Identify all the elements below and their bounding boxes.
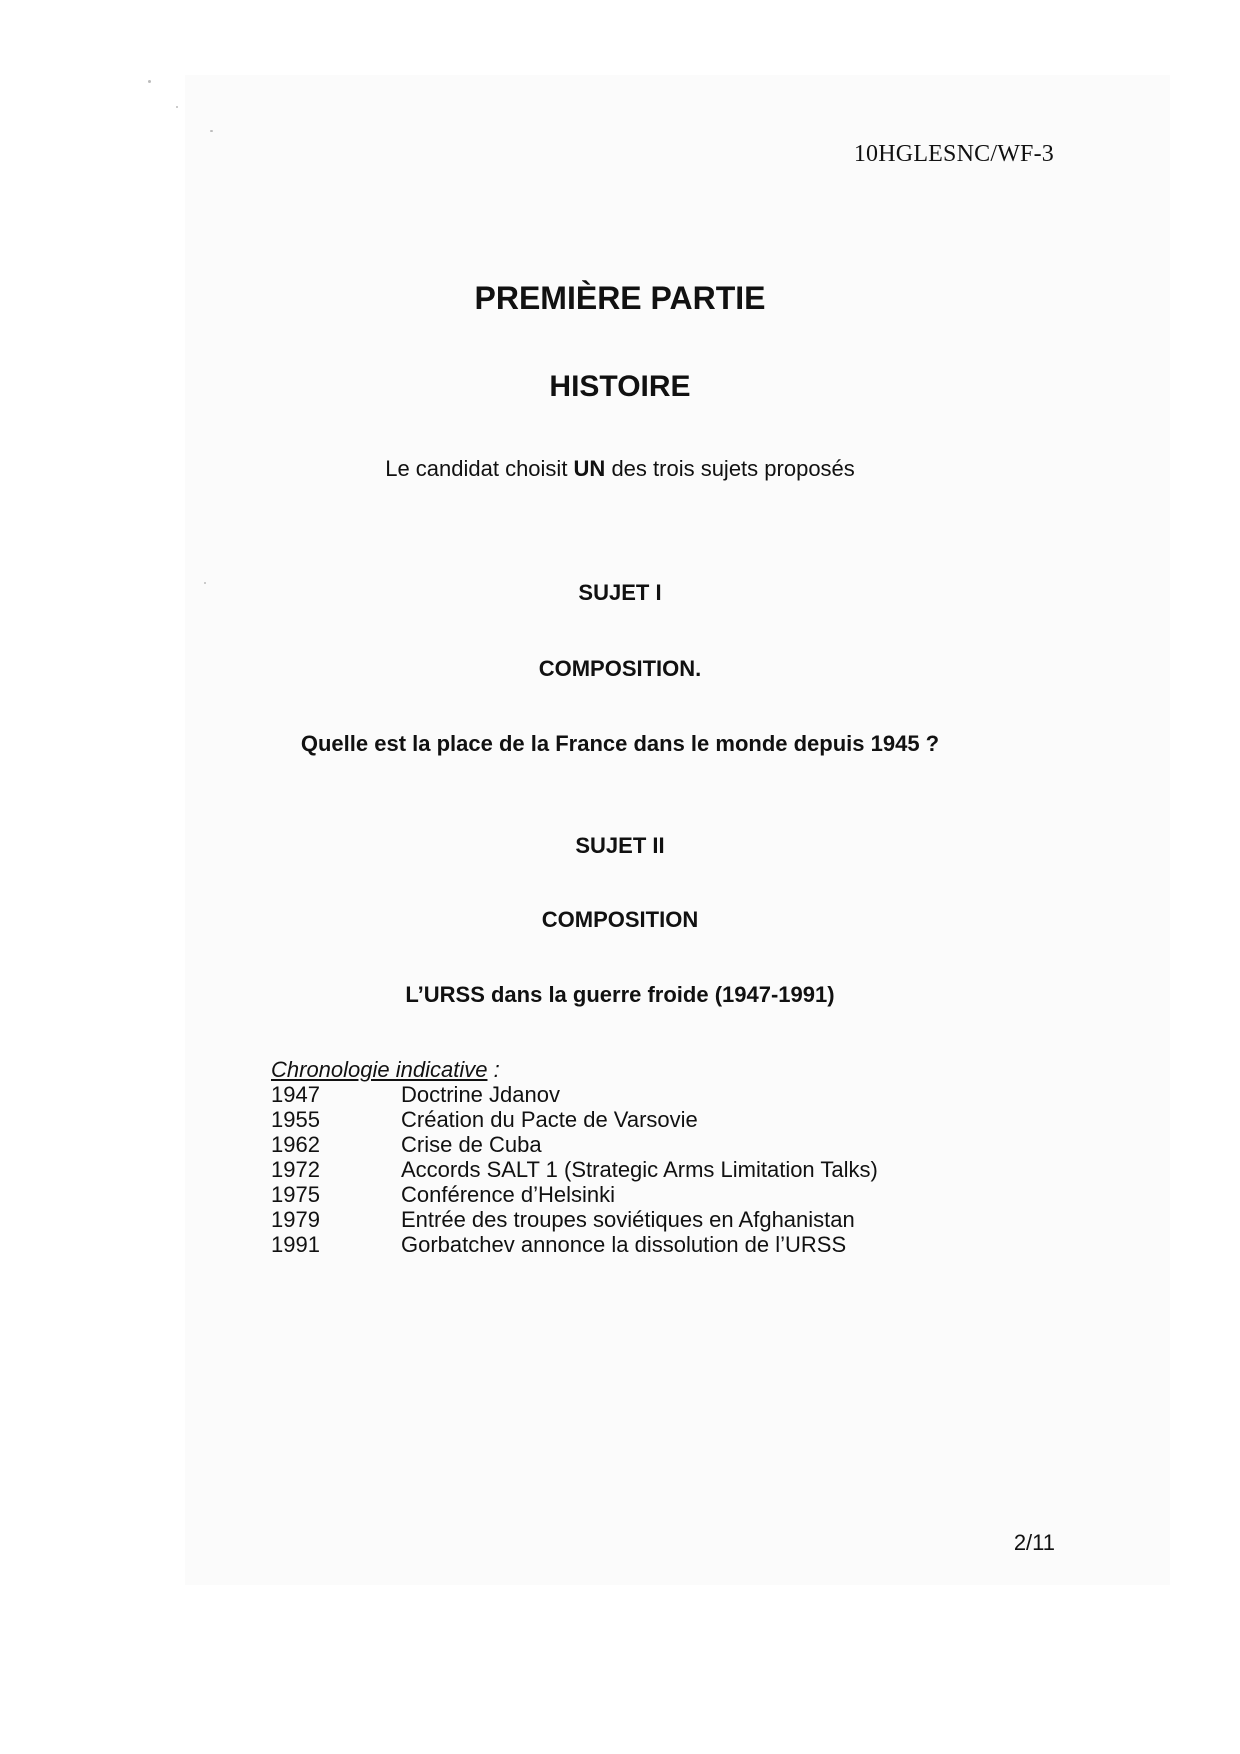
chronology-year: 1972 xyxy=(271,1157,320,1182)
chronology-event: Gorbatchev annonce la dissolution de l’URSS xyxy=(401,1232,847,1257)
scan-speck xyxy=(148,80,151,83)
instruction-text xyxy=(0,456,1240,482)
chronology-year: 1955 xyxy=(271,1107,320,1132)
chronology xyxy=(271,1057,878,1257)
chronology-year: 1975 xyxy=(271,1182,320,1207)
chronology-event: Conférence d’Helsinki xyxy=(401,1182,615,1207)
chronology-event: Accords SALT 1 (Strategic Arms Limitation Talks) xyxy=(401,1157,878,1182)
chronology-year: 1962 xyxy=(271,1132,320,1157)
part-title: PREMIÈRE PARTIE xyxy=(474,280,766,316)
chronology-year: 1991 xyxy=(271,1232,320,1257)
instruction-emphasis: UN xyxy=(573,456,606,481)
chronology-event: Crise de Cuba xyxy=(401,1132,542,1157)
chronology-heading-suffix: : xyxy=(487,1057,500,1082)
chronology-row xyxy=(271,1082,878,1107)
chronology-event: Création du Pacte de Varsovie xyxy=(401,1107,698,1132)
chronology-row xyxy=(271,1207,878,1232)
instruction-after: des trois sujets proposés xyxy=(605,456,855,481)
reference-code: 10HGLESNC/WF-3 xyxy=(853,141,1054,167)
chronology-row xyxy=(271,1132,878,1157)
chronology-event: Entrée des troupes soviétiques en Afghanistan xyxy=(401,1207,855,1232)
subject-1-question: Quelle est la place de la France dans le monde depuis 1945 ? xyxy=(300,731,940,756)
page-number: 2/11 xyxy=(1013,1530,1055,1555)
subject-2-label: SUJET II xyxy=(575,833,665,858)
subject-2-question: L’URSS dans la guerre froide (1947-1991) xyxy=(405,982,835,1007)
chronology-row xyxy=(271,1182,878,1207)
subject-2-type: COMPOSITION xyxy=(541,907,699,932)
section-title: HISTOIRE xyxy=(549,370,691,403)
chronology-row xyxy=(271,1107,878,1132)
chronology-event: Doctrine Jdanov xyxy=(401,1082,560,1107)
scan-speck xyxy=(176,106,178,108)
chronology-row xyxy=(271,1232,878,1257)
chronology-year: 1979 xyxy=(271,1207,320,1232)
subject-1-label: SUJET I xyxy=(578,580,662,605)
chronology-heading: Chronologie indicative xyxy=(271,1057,488,1082)
chronology-row xyxy=(271,1157,878,1182)
subject-1-type: COMPOSITION. xyxy=(538,656,702,681)
chronology-heading-line xyxy=(271,1057,878,1082)
scan-speck xyxy=(210,130,213,132)
chronology-year: 1947 xyxy=(271,1082,320,1107)
instruction-before: Le candidat choisit xyxy=(385,456,574,481)
